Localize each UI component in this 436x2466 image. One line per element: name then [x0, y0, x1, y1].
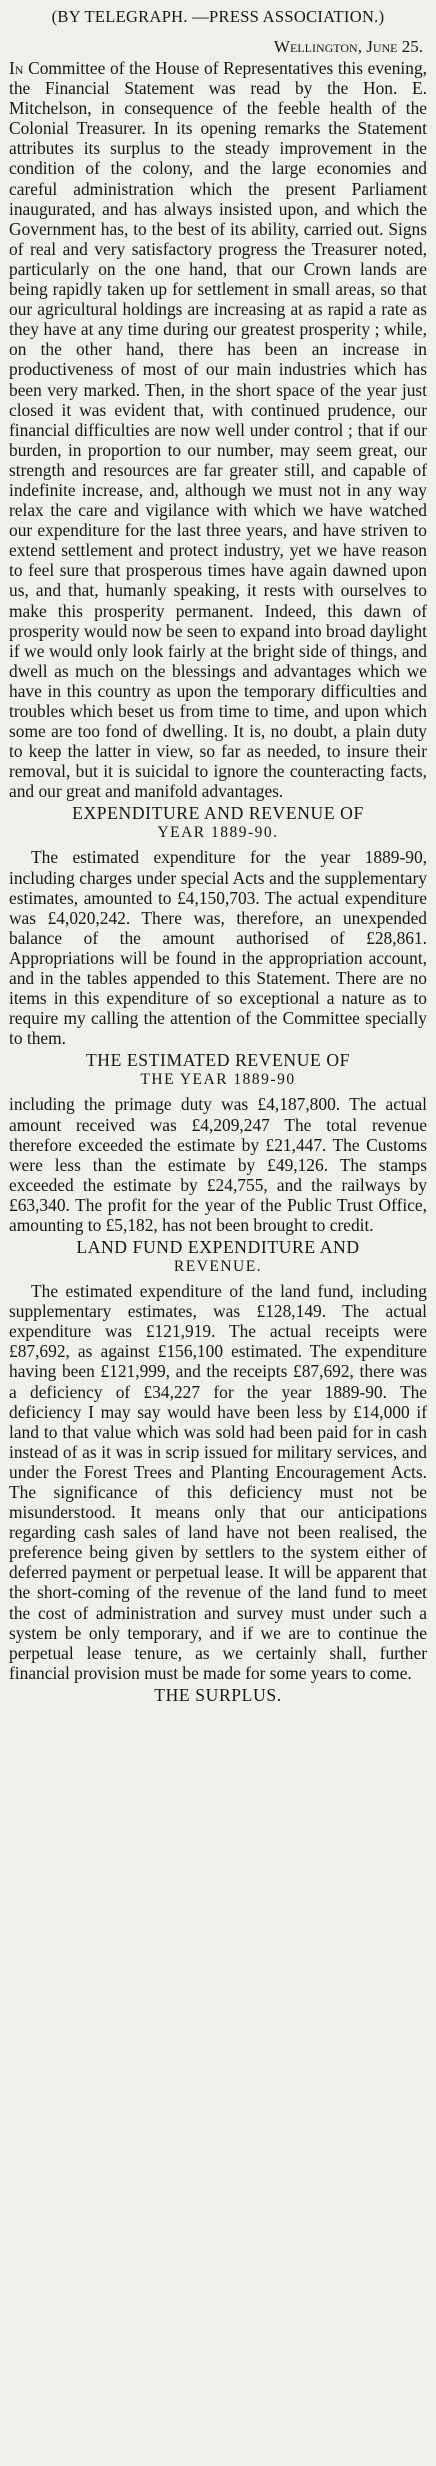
- section-paragraph-land-fund: The estimated expenditure of the land fund, including supplementary estimates, was £128,149. The actual expenditure was £121,919. The actual receipts were £87,692, as against £156,100 estimated. The expenditure having been £121,999, and the receipts £87,692, there was a deficiency of £34,227 for the year 1889-90. The deficiency I may say would have been less by £14,000 if land to that value which was sold had been paid for in cash instead of as it was in scrip issued for military services, and under the Forest Trees and Planting Encouragement Acts. The significance of this deficiency must not be misunderstood. It means only that our anticipations regarding cash sales of land have not been realised, the preference being given by settlers to the system either of deferred payment or perpetual lease. It will be apparent that the short-coming of the revenue of the land fund to meet the cost of administration and survey must under such a system be only temporary, and if we are to continue the perpetual lease tenure, as we certainly shall, further financial provision must be made for some years to come.: [9, 1281, 427, 1683]
- section-heading-line2: REVENUE.: [173, 1258, 263, 1276]
- section-paragraph-expenditure: The estimated expenditure for the year 1889-90, including charges under special Acts and the supplementary estimates, amounted to £4,150,703. The actual expenditure was £4,020,242. There was, therefore, an unexpended balance of the amount authorised of £28,861. Appropriations will be found in the appropriation account, and in the tables appended to this Statement. There are no items in this expenditure of so exceptional a nature as to require my calling the attention of the Committee specially to them.: [9, 847, 427, 1049]
- section-heading-revenue: [9, 1050, 427, 1090]
- section-heading-expenditure: [9, 803, 427, 843]
- section-heading-line1: EXPENDITURE AND REVENUE OF: [72, 803, 364, 824]
- section-heading-line1: THE ESTIMATED REVENUE OF: [85, 1050, 351, 1071]
- intro-paragraph: [9, 58, 427, 801]
- final-heading: THE SURPLUS.: [154, 1684, 282, 1705]
- section-heading-line2: THE YEAR 1889-90: [140, 1071, 296, 1089]
- section-paragraph-revenue: including the primage duty was £4,187,800. The actual amount received was £4,209,247 The total revenue therefore exceeded the estimate by £21,447. The Customs were less than the estimate by £49,126. The stamps exceeded the estimate by £24,755, and the railways by £63,340. The profit for the year of the Public Trust Office, amounting to £5,182, has not been brought to credit.: [9, 1094, 427, 1235]
- section-heading-line1: LAND FUND EXPENDITURE AND: [76, 1237, 360, 1258]
- section-heading-line2: YEAR 1889-90.: [157, 824, 279, 842]
- dateline: Wellington, June 25.: [273, 37, 423, 56]
- section-heading-land-fund: [9, 1237, 427, 1277]
- byline: (BY TELEGRAPH. —PRESS ASSOCIATION.): [51, 7, 385, 26]
- intro-text: Committee of the House of Representatives this evening, the Financial Statement was read by the Hon. E. Mitchelson, in consequence of the feeble health of the Colonial Treasurer. In its opening remarks the Statement attributes its surplus to the steady improvement in the condition of the colony, and the large economies and careful administration which the present Parliament inaugurated, and has always insisted upon, and which the Government has, to the best of its ability, carried out. Signs of real and very satisfactory progress the Treasurer noted, particularly on the one hand, that our Crown lands are being rapidly taken up for settlement in small areas, so that our agricultural holdings are increasing at as rapid a rate as they have at any time during our greatest prosperity ; while, on the other hand, there has been an increase in productiveness of most of our main industries which has been very marked. Then, in the short space of the year just closed it was evident that, with continued prudence, our financial difficulties are now well under control ; that if our burden, in proportion to our number, may seem great, our strength and resources are far greater still, and capable of indefinite increase, and, although we must not in any way relax the care and vigilance with which we have watched our expenditure for the last three years, and have striven to extend settlement and protect industry, yet we have reason to feel sure that prosperous times have again dawned upon us, and that, humanly speaking, it rests with ourselves to make this prosperity permanent. Indeed, this dawn of prosperity would now be seen to expand into broad daylight if we would only look fairly at the bright side of things, and dwell as much on the blessings and advantages which we have in this country as upon the temporary difficulties and troubles which beset us from time to time, and upon which some are too fond of dwelling. It is, no doubt, a plain duty to keep the latter in view, so far as needed, to insure their removal, but it is suicidal to ignore the counteracting facts, and our great and manifold advantages.: [9, 58, 427, 802]
- intro-lead: In: [9, 58, 24, 78]
